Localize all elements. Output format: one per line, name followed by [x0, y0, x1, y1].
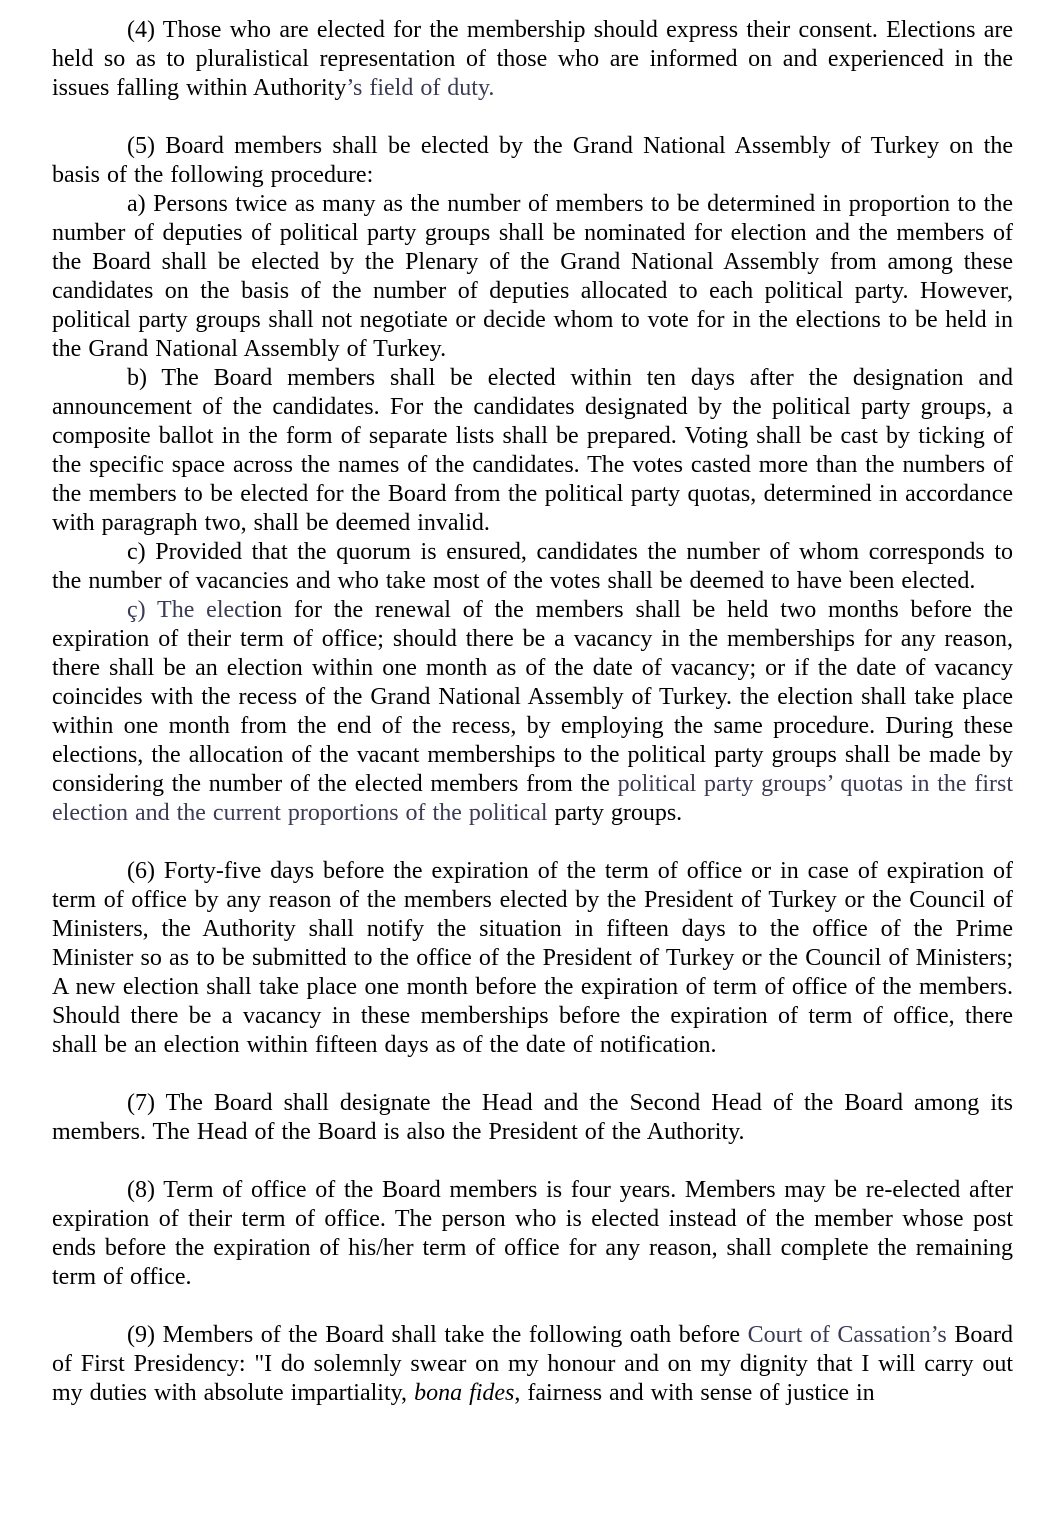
text-run: (6) Forty-five days before the expiration of the term of office or in case of expiration of term of office by any reason of the members elected by the President of Turkey or the Council of Ministers, the Authority shall notify the situation in fifteen days to the office of the Prime Minister so as to be submitted to the office of the President of Turkey or the Council of Ministers; A new election shall take place one month before the expiration of term of office of the members. Should there be a vacancy in these memberships before the expiration of term of office, there shall be an election within fifteen days as of the date of notification. — [52, 858, 1013, 1058]
text-run: (7) The Board shall designate the Head and the Second Head of the Board among its members. The Head of the Board is also the President of the Authority. — [52, 1090, 1013, 1145]
paragraph-4 — [52, 16, 1013, 103]
text-run-light: political party groups’ quotas in the first election and the current proportions of the political — [52, 771, 1013, 826]
text-run: party groups. — [554, 800, 683, 826]
paragraph-9 — [52, 1321, 1013, 1408]
text-run: (9) Members of the Board shall take the following oath before — [127, 1322, 748, 1348]
paragraph-5b — [52, 364, 1013, 538]
paragraph-6 — [52, 857, 1013, 1060]
text-run: c) Provided that the quorum is ensured, candidates the number of whom corresponds to the number of vacancies and who take most of the votes shall be deemed to have been elected. — [52, 539, 1013, 594]
text-run-italic: bona fides — [414, 1380, 515, 1406]
text-run: Board of First Presidency: "I do solemnly swear on my honour and on my dignity that I will carry out my duties with absolute impartiality, — [52, 1322, 1014, 1406]
paragraph-8 — [52, 1176, 1013, 1292]
paragraph-7 — [52, 1089, 1013, 1147]
paragraph-5a — [52, 190, 1013, 364]
paragraph-5cc — [52, 596, 1013, 828]
text-run: (8) Term of office of the Board members is four years. Members may be re-elected after expiration of their term of office. The person who is elected instead of the member whose post ends before the expiration of his/her term of office for any reason, shall complete the remaining term of office. — [52, 1177, 1013, 1290]
text-run: , fairness and with sense of justice in — [514, 1380, 875, 1406]
text-run-light: ç) The elect — [127, 597, 252, 623]
text-run: a) Persons twice as many as the number of members to be determined in proportion to the number of deputies of political party groups shall be nominated for election and the members of the Board shall be elected by the Plenary of the Grand National Assembly from among these candidates on the basis of the number of deputies allocated to each political party. However, political party groups shall not negotiate or decide whom to vote for in the elections to be held in the Grand National Assembly of Turkey. — [52, 191, 1013, 362]
text-run-light: Court of Cassation’s — [747, 1322, 955, 1348]
paragraph-5 — [52, 132, 1013, 190]
text-run: b) The Board members shall be elected within ten days after the designation and announcement of the candidates. For the candidates designated by the political party groups, a composite ballot in the form of separate lists shall be prepared. Voting shall be cast by ticking of the specific space across the names of the candidates. The votes casted more than the numbers of the members to be elected for the Board from the political party quotas, determined in accordance with paragraph two, shall be deemed invalid. — [52, 365, 1013, 536]
text-run: (5) Board members shall be elected by the Grand National Assembly of Turkey on the basis of the following procedure: — [52, 133, 1013, 188]
text-run: (4) Those who are elected for the membership should express their consent. Elections are held so as to pluralistical representation of those who are informed on and experienced in the issues falling within Authority — [52, 17, 1013, 101]
paragraph-5c — [52, 538, 1013, 596]
text-run-light: ’s field of duty. — [346, 75, 495, 101]
text-run: ion for the renewal of the members shall be held two months before the expiration of their term of office; should there be a vacancy in the memberships for any reason, there shall be an election within one month as of the date of vacancy; or if the date of vacancy coincides with the recess of the Grand National Assembly of Turkey. the election shall take place within one month from the end of the recess, by employing the same procedure. During these elections, the allocation of the vacant memberships to the political party groups shall be made by considering the number of the elected members from the — [52, 597, 1013, 797]
